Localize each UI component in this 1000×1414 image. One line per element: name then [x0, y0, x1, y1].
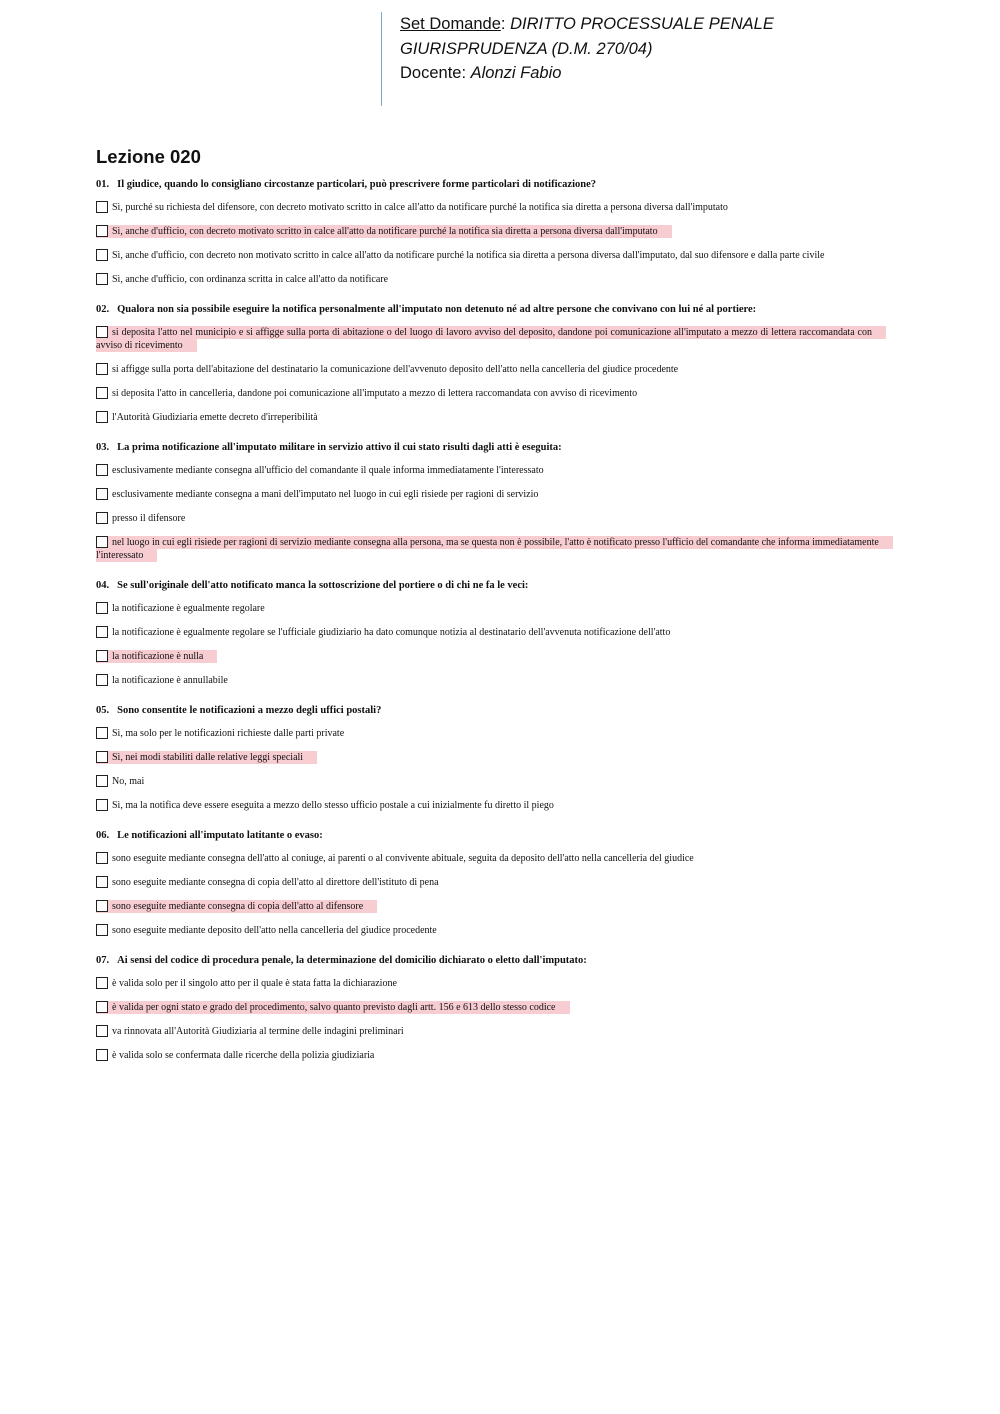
question-block: [96, 178, 886, 286]
answer-text: Sì, anche d'ufficio, con decreto non motivato scritto in calce all'atto da notificare purché la notifica sia diretta a persona diversa dall'imputato, dal suo difensore e dalla parte civile: [112, 250, 825, 261]
answer-text: Sì, ma la notifica deve essere eseguita a mezzo dello stesso ufficio postale a cui inizialmente fu diretto il piego: [112, 800, 554, 811]
answer-text: la notificazione è egualmente regolare: [112, 603, 265, 614]
question-number: 03.: [96, 442, 110, 453]
answer-text: si deposita l'atto nel municipio e si affigge sulla porta di abitazione o del luogo di lavoro avviso del deposito, dandone poi comunicazione all'imputato a mezzo di lettera raccomandata con avviso di ricevimento: [96, 327, 872, 351]
answer-text: Sì, purché su richiesta del difensore, con decreto motivato scritto in calce all'atto da notificare purché la notifica sia diretta a persona diversa dall'imputato: [112, 202, 728, 213]
answer-highlight: [96, 799, 568, 812]
checkbox-icon[interactable]: [96, 1025, 108, 1037]
answer-highlight: [96, 924, 451, 937]
question-block: [96, 829, 886, 937]
answer-highlight: [96, 1049, 388, 1062]
answer-option[interactable]: [96, 1025, 886, 1038]
answer-option[interactable]: [96, 387, 886, 400]
checkbox-icon[interactable]: [96, 464, 108, 476]
question-number: 05.: [96, 705, 110, 716]
answer-option[interactable]: [96, 249, 886, 262]
answer-option[interactable]: [96, 924, 886, 937]
checkbox-icon[interactable]: [96, 876, 108, 888]
answer-text: la notificazione è annullabile: [112, 675, 228, 686]
set-label: Set Domande: [400, 15, 501, 33]
answer-highlight: [96, 1001, 570, 1014]
answer-text: No, mai: [112, 776, 145, 787]
answer-highlight: [96, 876, 453, 889]
question-block: [96, 954, 886, 1062]
checkbox-icon[interactable]: [96, 924, 108, 936]
answer-option[interactable]: [96, 512, 886, 525]
checkbox-icon[interactable]: [96, 626, 108, 638]
checkbox-icon[interactable]: [96, 674, 108, 686]
answer-highlight: [96, 201, 742, 214]
answer-text: Sì, nei modi stabiliti dalle relative leggi speciali: [112, 752, 304, 763]
checkbox-icon[interactable]: [96, 727, 108, 739]
answer-text: va rinnovata all'Autorità Giudiziaria al termine delle indagini preliminari: [112, 1026, 404, 1037]
set-title-part-2: GIURISPRUDENZA (D.M. 270/04): [400, 39, 653, 58]
answer-text: sono eseguite mediante consegna di copia dell'atto al direttore dell'istituto di pena: [112, 877, 439, 888]
checkbox-icon[interactable]: [96, 650, 108, 662]
checkbox-icon[interactable]: [96, 852, 108, 864]
checkbox-icon[interactable]: [96, 900, 108, 912]
answer-option[interactable]: [96, 273, 886, 286]
teacher-name: Alonzi Fabio: [470, 64, 562, 82]
question-number: 01.: [96, 179, 110, 190]
checkbox-icon[interactable]: [96, 225, 108, 237]
answer-option[interactable]: [96, 488, 886, 501]
answer-option[interactable]: [96, 727, 886, 740]
question-number: 02.: [96, 304, 110, 315]
question-number: 04.: [96, 580, 110, 591]
question-label: Sono consentite le notificazioni a mezzo degli uffici postali?: [117, 705, 382, 716]
answer-option[interactable]: [96, 775, 886, 788]
answer-text: si deposita l'atto in cancelleria, dandone poi comunicazione all'imputato a mezzo di lettera raccomandata con avviso di ricevimento: [112, 388, 638, 399]
checkbox-icon[interactable]: [96, 751, 108, 763]
question-text: [96, 303, 886, 316]
checkbox-icon[interactable]: [96, 536, 108, 548]
question-text: [96, 178, 886, 191]
checkbox-icon[interactable]: [96, 273, 108, 285]
answer-highlight: [96, 751, 317, 764]
answer-highlight: [96, 225, 672, 238]
answer-text: esclusivamente mediante consegna all'ufficio del comandante il quale informa immediatamente l'interessato: [112, 465, 544, 476]
checkbox-icon[interactable]: [96, 1001, 108, 1013]
answer-option[interactable]: [96, 363, 886, 376]
answer-text: la notificazione è egualmente regolare se l'ufficiale giudiziario ha dato comunque notizia al destinatario dell'avvenuta notificazione dell'atto: [112, 627, 671, 638]
answer-option[interactable]: [96, 626, 886, 639]
answer-option[interactable]: [96, 602, 886, 615]
checkbox-icon[interactable]: [96, 512, 108, 524]
answer-highlight: [96, 1025, 418, 1038]
checkbox-icon[interactable]: [96, 488, 108, 500]
answer-highlight: [96, 363, 692, 376]
answer-highlight: [96, 464, 558, 477]
answer-highlight: [96, 626, 684, 639]
question-block: [96, 441, 886, 562]
answer-text: sono eseguite mediante consegna di copia dell'atto al difensore: [112, 901, 364, 912]
question-text: [96, 579, 886, 592]
answer-text: Sì, ma solo per le notificazioni richieste dalle parti private: [112, 728, 345, 739]
checkbox-icon[interactable]: [96, 775, 108, 787]
question-text: [96, 441, 886, 454]
answer-text: l'Autorità Giudiziaria emette decreto d'irreperibilità: [112, 412, 318, 423]
answer-option[interactable]: [96, 464, 886, 477]
answer-option[interactable]: [96, 1049, 886, 1062]
answer-highlight: [96, 512, 199, 525]
answer-text: presso il difensore: [112, 513, 186, 524]
answer-option[interactable]: [96, 852, 886, 865]
answer-text: si affigge sulla porta dell'abitazione del destinatario la comunicazione dell'avvenuto deposito dell'atto nella cancelleria del giudice procedente: [112, 364, 679, 375]
teacher-line: [400, 61, 941, 86]
checkbox-icon[interactable]: [96, 363, 108, 375]
answer-option[interactable]: [96, 411, 886, 424]
answer-text: sono eseguite mediante consegna dell'atto al coniuge, ai parenti o al convivente abituale, seguita da deposito dell'atto nella cancelleria del giudice: [112, 853, 694, 864]
answer-highlight: [96, 852, 708, 865]
teacher-label: Docente:: [400, 64, 471, 82]
set-title-line-2: [400, 37, 941, 62]
question-text: [96, 704, 886, 717]
answer-text: è valida solo per il singolo atto per il quale è stata fatta la dichiarazione: [112, 978, 397, 989]
answer-text: Sì, anche d'ufficio, con decreto motivato scritto in calce all'atto da notificare purché la notifica sia diretta a persona diversa dall'imputato: [112, 226, 658, 237]
answer-option-correct[interactable]: [96, 225, 886, 238]
question-label: Ai sensi del codice di procedura penale, la determinazione del domicilio dichiarato o eletto dall'imputato:: [117, 955, 587, 966]
checkbox-icon[interactable]: [96, 799, 108, 811]
checkbox-icon[interactable]: [96, 1049, 108, 1061]
answer-highlight: [96, 249, 838, 262]
checkbox-icon[interactable]: [96, 977, 108, 989]
answer-option[interactable]: [96, 876, 886, 889]
answer-option-correct[interactable]: [96, 326, 886, 352]
answer-option[interactable]: [96, 799, 886, 812]
set-separator: :: [500, 15, 511, 33]
answer-highlight: [96, 727, 358, 740]
checkbox-icon[interactable]: [96, 326, 108, 338]
answer-highlight: [96, 977, 411, 990]
answer-option[interactable]: [96, 977, 886, 990]
question-block: [96, 704, 886, 812]
checkbox-icon[interactable]: [96, 387, 108, 399]
set-title-line: [400, 12, 941, 37]
questions-list: [96, 178, 886, 1079]
checkbox-icon[interactable]: [96, 249, 108, 261]
answer-option[interactable]: [96, 201, 886, 214]
answer-highlight: [96, 411, 332, 424]
answer-highlight: [96, 650, 217, 663]
answer-highlight: [96, 387, 651, 400]
answer-highlight: [96, 674, 242, 687]
question-label: Il giudice, quando lo consigliano circostanze particolari, può prescrivere forme particolari di notificazione?: [117, 179, 596, 190]
checkbox-icon[interactable]: [96, 602, 108, 614]
question-number: 07.: [96, 955, 110, 966]
question-text: [96, 829, 886, 842]
set-title-part-1: DIRITTO PROCESSUALE PENALE: [510, 15, 774, 33]
answer-option-correct[interactable]: [96, 536, 886, 562]
answer-highlight: [96, 273, 402, 286]
document-header: [381, 12, 941, 106]
answer-text: la notificazione è nulla: [112, 651, 204, 662]
checkbox-icon[interactable]: [96, 201, 108, 213]
answer-text: esclusivamente mediante consegna a mani dell'imputato nel luogo in cui egli risiede per ragioni di servizio: [112, 489, 539, 500]
answer-text: Sì, anche d'ufficio, con ordinanza scritta in calce all'atto da notificare: [112, 274, 389, 285]
question-number: 06.: [96, 830, 110, 841]
answer-option[interactable]: [96, 674, 886, 687]
question-label: Se sull'originale dell'atto notificato manca la sottoscrizione del portiere o di chi ne fa le veci:: [117, 580, 529, 591]
question-text: [96, 954, 886, 967]
question-block: [96, 579, 886, 687]
question-label: Qualora non sia possibile eseguire la notifica personalmente all'imputato non detenuto né ad altre persone che convivano con lui né al portiere:: [117, 304, 757, 315]
answer-text: nel luogo in cui egli risiede per ragioni di servizio mediante consegna alla persona, ma se questa non è possibile, l'atto è notificato presso l'ufficio del comandante che informa immediatamente l'interessato: [96, 537, 879, 561]
answer-highlight: [96, 536, 893, 562]
checkbox-icon[interactable]: [96, 411, 108, 423]
answer-highlight: [96, 900, 377, 913]
answer-highlight: [96, 775, 158, 788]
answer-text: è valida solo se confermata dalle ricerche della polizia giudiziaria: [112, 1050, 375, 1061]
answer-option-correct[interactable]: [96, 751, 886, 764]
answer-option-correct[interactable]: [96, 650, 886, 663]
answer-option-correct[interactable]: [96, 900, 886, 913]
answer-highlight: [96, 326, 886, 352]
answer-highlight: [96, 602, 279, 615]
lesson-title: Lezione 020: [96, 146, 201, 167]
answer-text: sono eseguite mediante deposito dell'atto nella cancelleria del giudice procedente: [112, 925, 437, 936]
question-block: [96, 303, 886, 424]
answer-option-correct[interactable]: [96, 1001, 886, 1014]
question-label: La prima notificazione all'imputato militare in servizio attivo il cui stato risulti dagli atti è eseguita:: [117, 442, 562, 453]
answer-highlight: [96, 488, 552, 501]
answer-text: è valida per ogni stato e grado del procedimento, salvo quanto previsto dagli artt. 156 e 613 dello stesso codice: [112, 1002, 556, 1013]
question-label: Le notificazioni all'imputato latitante o evaso:: [117, 830, 323, 841]
